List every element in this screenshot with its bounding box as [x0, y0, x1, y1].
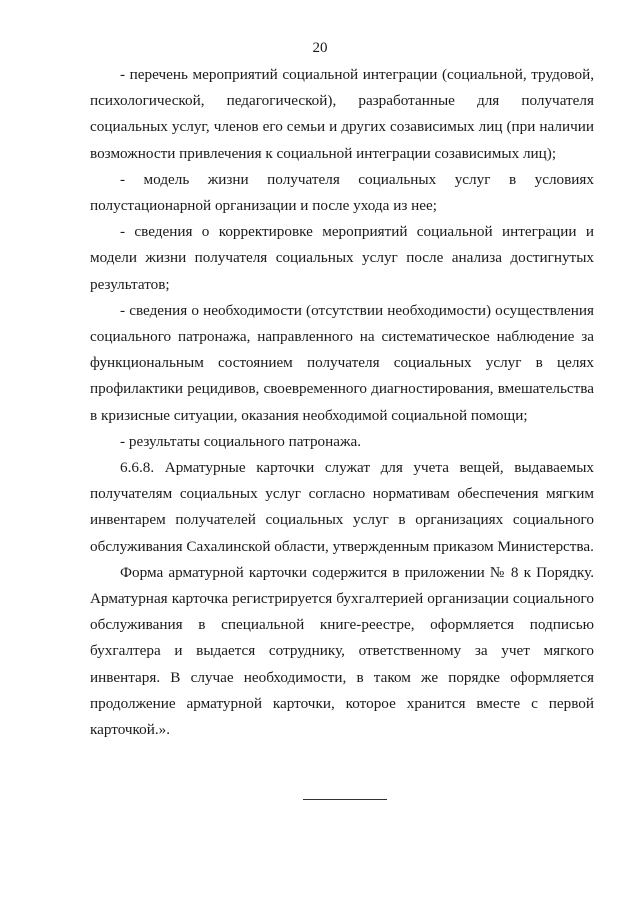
end-divider: [303, 799, 387, 800]
paragraph-6-6-8: 6.6.8. Арматурные карточки служат для учета вещей, выдаваемых получателям социальных услуг согласно нормативам обеспечения мягким инвентарем получателей социальных услуг в организациях социального обслуживания Сахалинской области, утвержденным приказом Министерства.: [90, 459, 594, 555]
paragraph-social-patronage-need: - сведения о необходимости (отсутствии необходимости) осуществления социального патронажа, направленного на систематическое наблюдение за функциональным состоянием получателя социальных услуг в целях профилактики рецидивов, своевременного диагностирования, вмешательства в кризисные ситуации, оказания необходимой социальной помощи;: [90, 301, 594, 424]
paragraph-corrections: - сведения о корректировке мероприятий социальной интеграции и модели жизни получателя социальных услуг после анализа достигнутых результатов;: [90, 223, 594, 293]
paragraph-life-model: - модель жизни получателя социальных услуг в условиях полустационарной организации и после ухода из нее;: [90, 170, 594, 215]
page-number: 20: [312, 40, 328, 56]
document-body: [90, 62, 594, 743]
paragraph-social-integration-list: - перечень мероприятий социальной интеграции (социальной, трудовой, психологической, педагогической), разработанные для получателя социальных услуг, членов его семьи и других созависимых лиц (при наличии возможности привлечения к социальной интеграции созависимых лиц);: [90, 66, 594, 162]
paragraph-patronage-results: - результаты социального патронажа.: [120, 432, 362, 450]
paragraph-card-form: Форма арматурной карточки содержится в приложении № 8 к Порядку. Арматурная карточка регистрируется бухгалтерией организации социального обслуживания в специальной книге-реестре, оформляется подписью бухгалтера и выдается сотруднику, ответственному за учет мягкого инвентаря. В случае необходимости, в таком же порядке оформляется продолжение арматурной карточки, которое хранится вместе с первой карточкой.».: [90, 563, 594, 739]
